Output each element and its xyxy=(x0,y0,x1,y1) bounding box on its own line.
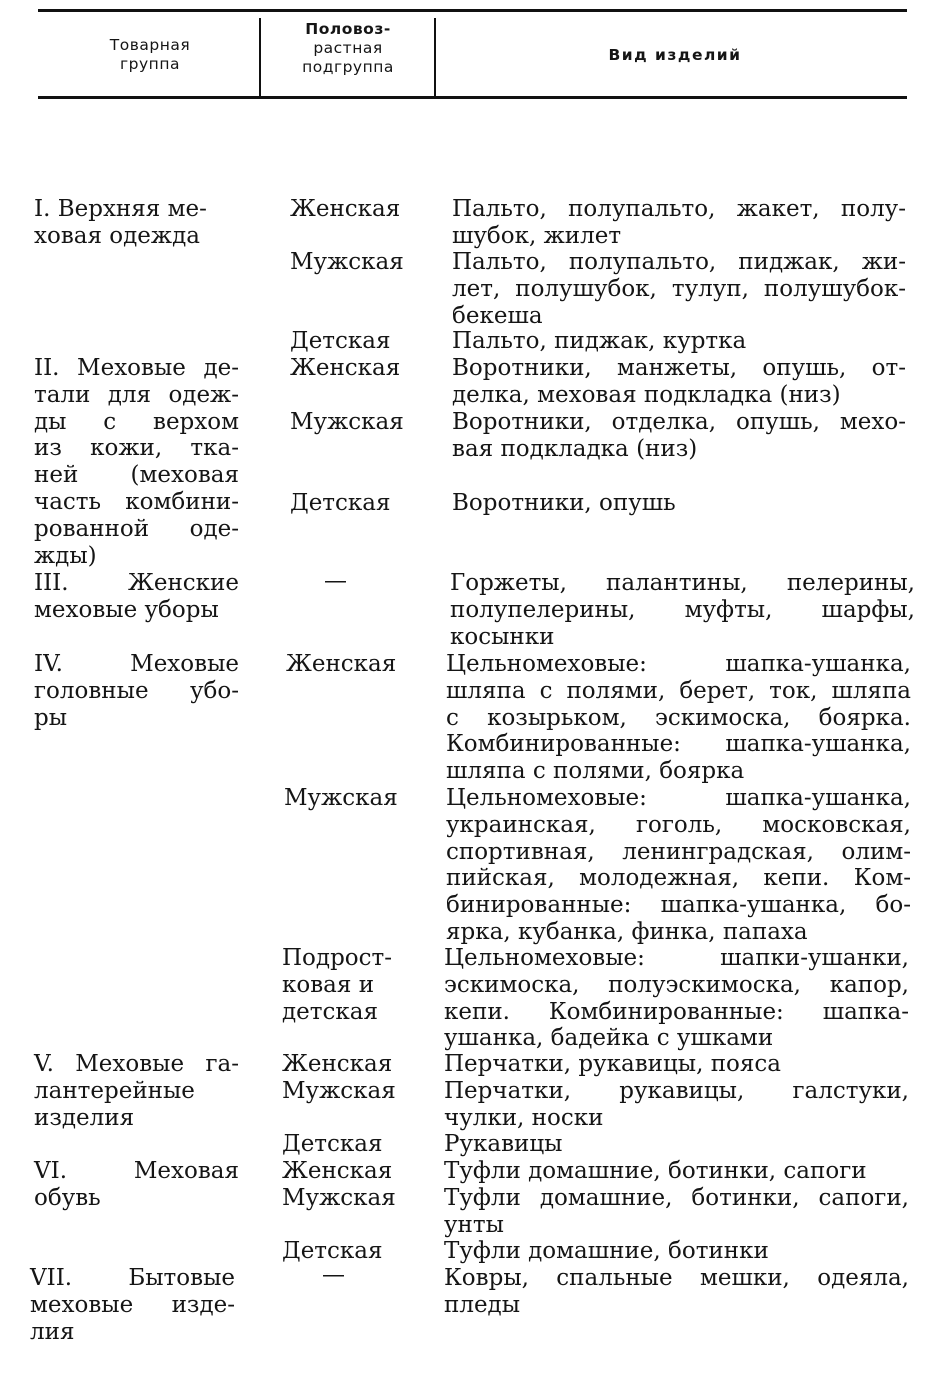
items-cell: Цельномеховые: шапка-ушанка, шляпа с полями, берет, ток, шляпа с козырьком, эскимоска, боярка. Комбинированные: шапка-ушанка, шляпа с полями, боярка xyxy=(446,651,911,785)
subgroup-cell: — xyxy=(322,1262,345,1288)
subgroup-cell: Женская xyxy=(282,1158,393,1184)
subgroup-cell: Женская xyxy=(286,651,397,677)
items-cell: Туфли домашние, ботинки, сапоги xyxy=(444,1158,867,1184)
items-cell: Воротники, отделка, опушь, мехо- вая подкладка (низ) xyxy=(452,409,906,462)
subgroup-cell: Подрост- ковая и детская xyxy=(282,945,393,1025)
header-gender-age-subgroup: Половоз- растная подгруппа xyxy=(302,20,394,76)
items-cell: Пальто, полупальто, пиджак, жи- лет, полушубок, тулуп, полушубок- бекеша xyxy=(452,249,906,329)
group-cell: II. Меховые де- тали для одеж- ды с верхом из кожи, тка- ней (меховая часть комбини- рованной оде- жды) xyxy=(34,355,239,569)
subgroup-cell: Женская xyxy=(290,196,401,222)
subgroup-cell: Женская xyxy=(290,355,401,381)
items-cell: Перчатки, рукавицы, пояса xyxy=(444,1051,781,1077)
group-cell: IV. Меховые головные убо- ры xyxy=(34,651,239,731)
items-cell: Перчатки, рукавицы, галстуки, чулки, носки xyxy=(444,1078,909,1131)
subgroup-cell: Детская xyxy=(290,328,391,354)
header-product-type: Вид изделий xyxy=(608,46,742,64)
items-cell: Рукавицы xyxy=(444,1131,563,1157)
subgroup-cell: Детская xyxy=(282,1238,383,1264)
items-cell: Пальто, полупальто, жакет, полу- шубок, жилет xyxy=(452,196,906,249)
subgroup-cell: Мужская xyxy=(290,249,404,275)
subgroup-cell: Мужская xyxy=(282,1185,396,1211)
header-divider-2 xyxy=(434,18,436,96)
subgroup-cell: Детская xyxy=(290,490,391,516)
subgroup-cell: Женская xyxy=(282,1051,393,1077)
group-cell: VII. Бытовые меховые изде- лия xyxy=(30,1265,235,1345)
header-product-group: Товарная группа xyxy=(109,36,191,73)
items-cell: Цельномеховые: шапка-ушанка, украинская, гоголь, московская, спортивная, ленинградская, олим- пийская, молодежная, кепи. Ком- бинированные: шапка-ушанка, бо- ярка, кубанка, финка, папаха xyxy=(446,785,911,945)
items-cell: Туфли домашние, ботинки xyxy=(444,1238,769,1264)
subgroup-cell: Мужская xyxy=(284,785,398,811)
subgroup-cell: — xyxy=(324,568,347,594)
group-cell: V. Меховые га- лантерейные изделия xyxy=(34,1051,239,1131)
subgroup-cell: Мужская xyxy=(290,409,404,435)
items-cell: Воротники, опушь xyxy=(452,490,676,516)
header-divider-1 xyxy=(259,18,261,96)
items-cell: Цельномеховые: шапки-ушанки, эскимоска, полуэскимоска, капор, кепи. Комбинированные: шапка- ушанка, бадейка с ушками xyxy=(444,945,909,1052)
items-cell: Ковры, спальные мешки, одеяла, пледы xyxy=(444,1265,909,1318)
items-cell: Туфли домашние, ботинки, сапоги, унты xyxy=(444,1185,909,1238)
table-header-bottom-rule xyxy=(38,96,907,99)
items-cell: Воротники, манжеты, опушь, от- делка, меховая подкладка (низ) xyxy=(452,355,906,408)
items-cell: Горжеты, палантины, пелерины, полупелерины, муфты, шарфы, косынки xyxy=(450,570,915,650)
subgroup-cell: Детская xyxy=(282,1131,383,1157)
group-cell: VI. Меховая обувь xyxy=(34,1158,239,1211)
subgroup-cell: Мужская xyxy=(282,1078,396,1104)
items-cell: Пальто, пиджак, куртка xyxy=(452,328,747,354)
table-top-rule xyxy=(38,9,907,12)
group-cell: I. Верхняя ме- ховая одежда xyxy=(34,196,207,249)
group-cell: III. Женские меховые уборы xyxy=(34,570,239,623)
